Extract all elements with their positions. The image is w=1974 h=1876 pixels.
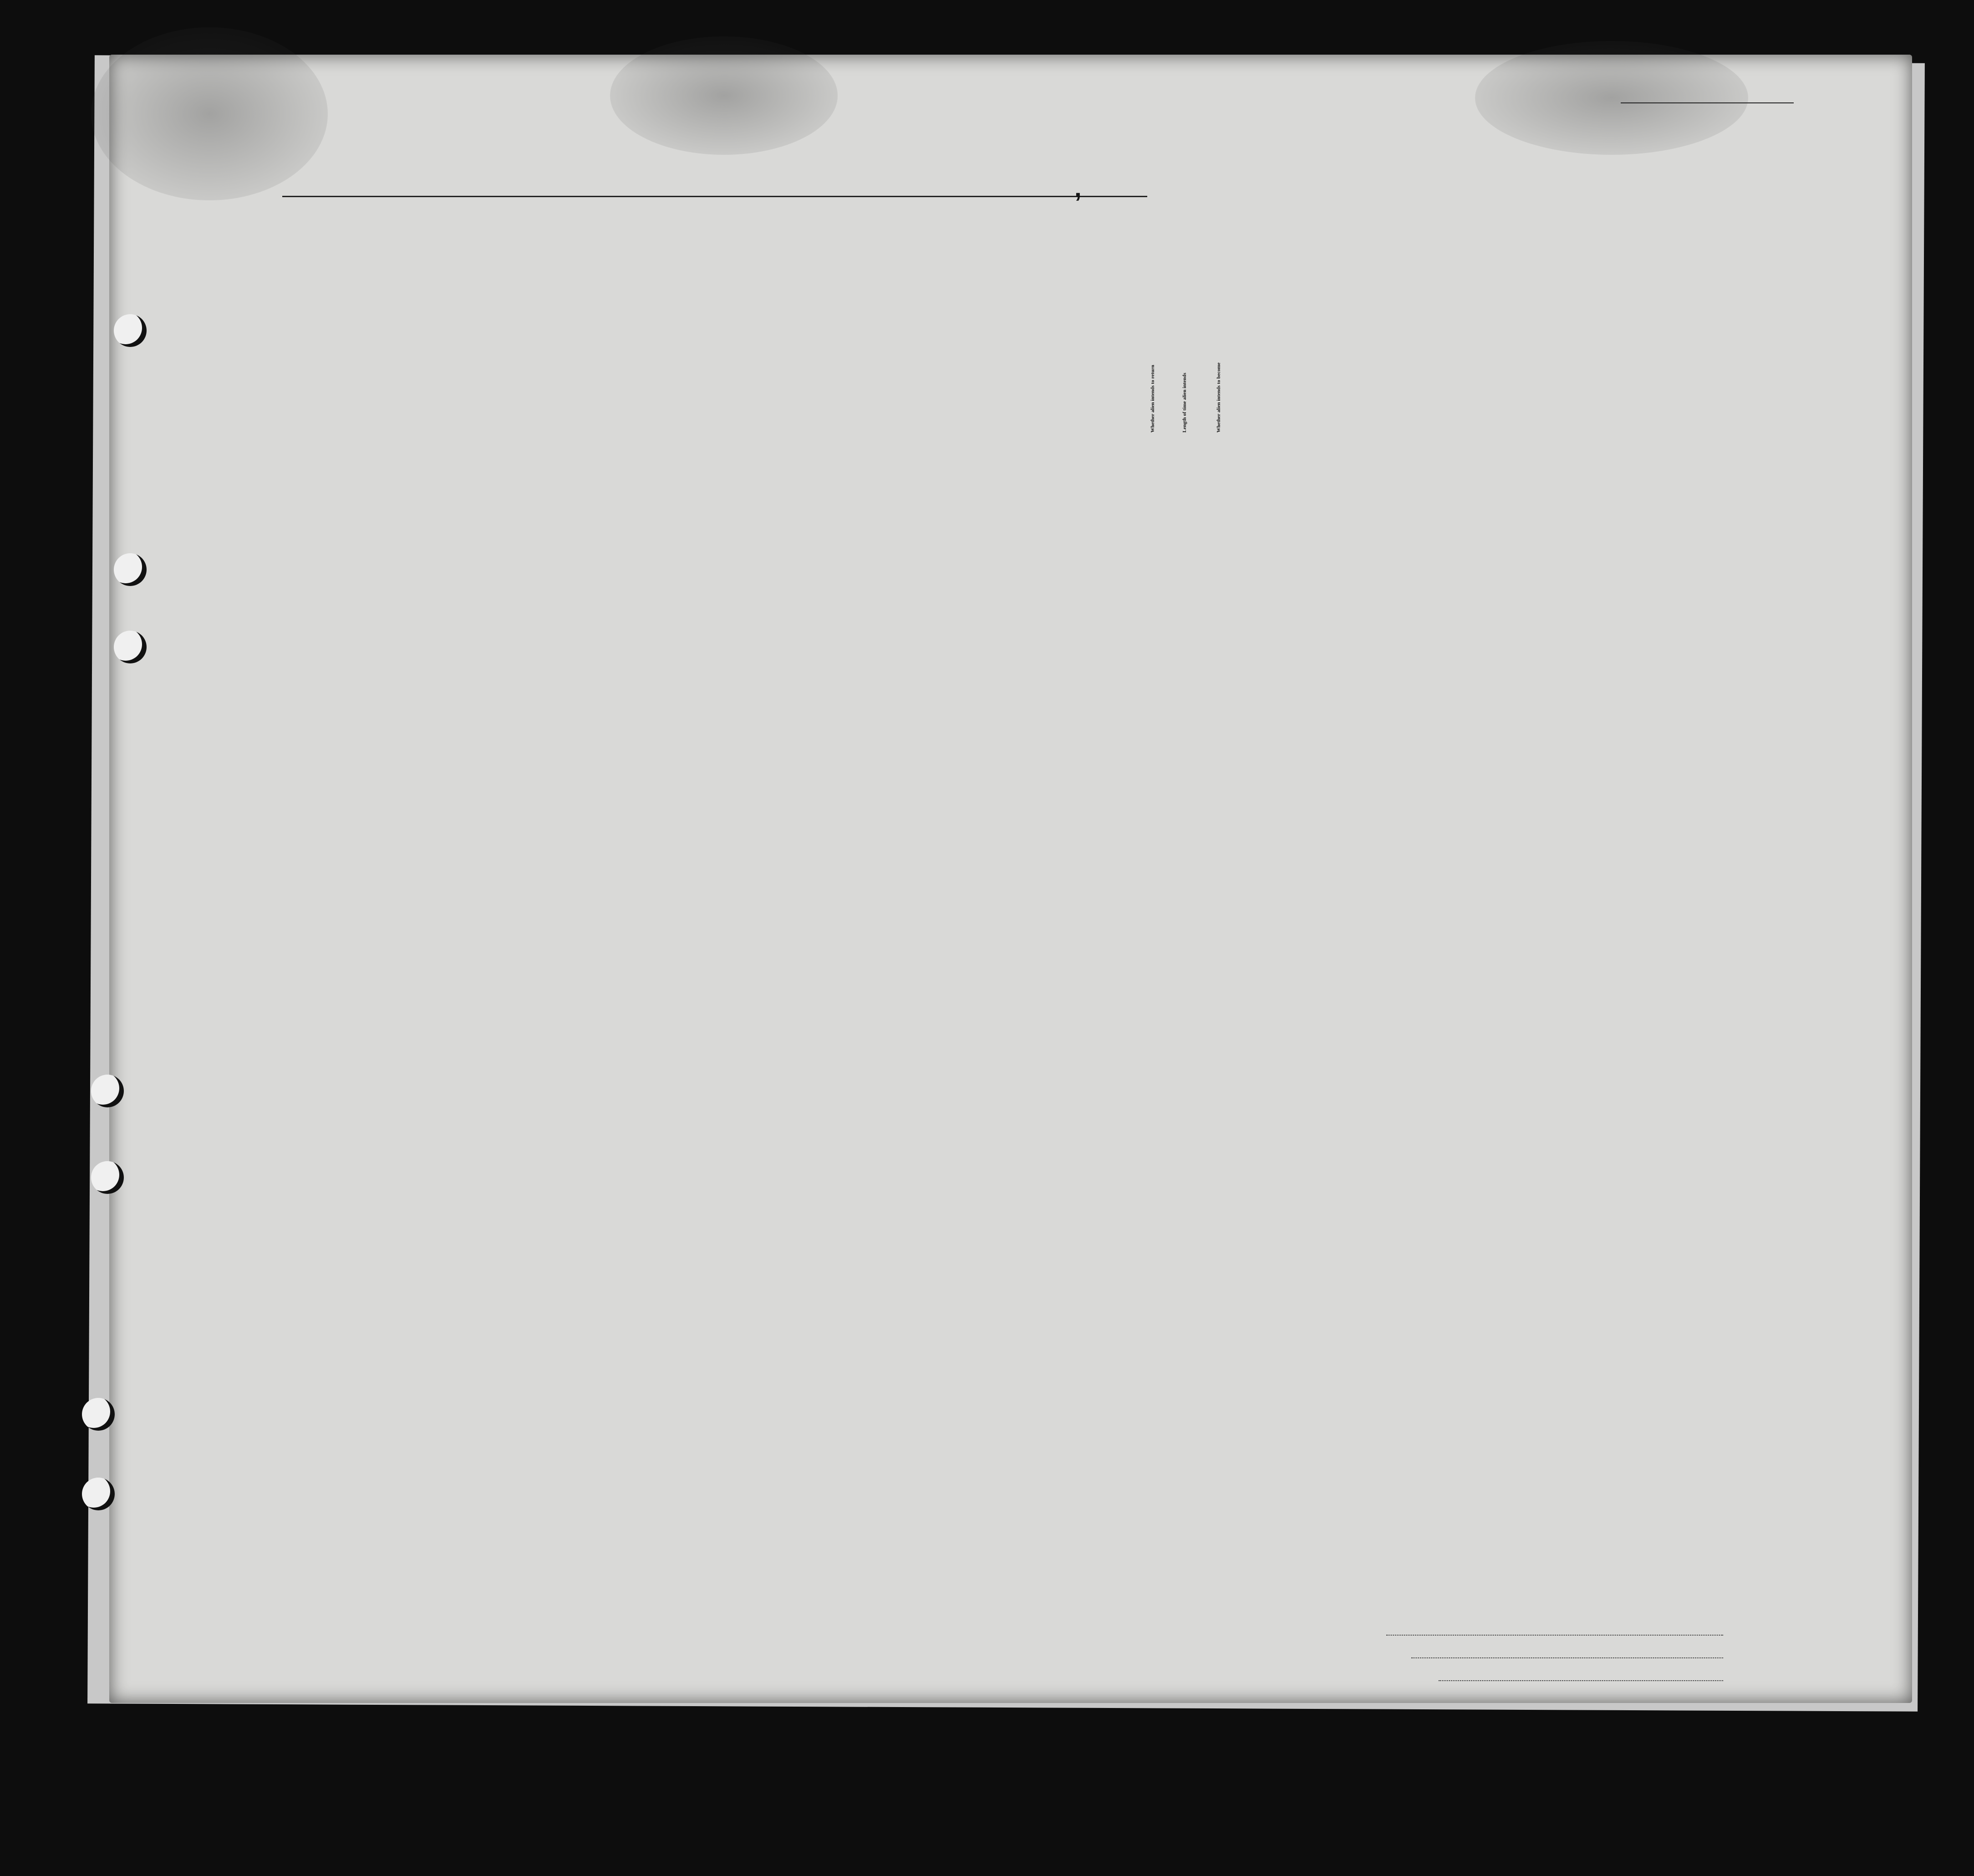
header-cell — [876, 378, 911, 423]
header-cell — [1730, 385, 1848, 403]
punch-hole — [91, 1161, 124, 1194]
punch-hole — [82, 1478, 115, 1510]
punch-hole — [114, 631, 147, 663]
header-cell — [499, 342, 605, 369]
punch-hole — [114, 553, 147, 586]
header-cell — [747, 369, 769, 405]
header-cell — [773, 378, 814, 423]
header-cell — [221, 323, 439, 414]
header-cell — [744, 303, 913, 344]
header-cell — [1459, 348, 1518, 421]
rotated-headers — [1150, 362, 1221, 433]
line-blank — [1386, 1635, 1723, 1636]
header-cell — [631, 328, 712, 428]
header-cell — [924, 342, 1134, 410]
col24b-label: Length of time alien intends — [1182, 372, 1187, 433]
header-cell — [1145, 314, 1241, 342]
header-cell — [1618, 371, 1657, 403]
col24a-label: Whether alien intends to return — [1150, 365, 1155, 433]
agents-blank — [1439, 1680, 1723, 1681]
column-headers — [173, 303, 1848, 430]
punch-hole — [91, 1075, 124, 1107]
col24c-label: Whether alien intends to become — [1216, 362, 1221, 433]
header-cell — [451, 303, 605, 330]
header-cell — [173, 319, 209, 373]
punch-hole — [82, 1398, 115, 1431]
punch-hole — [114, 314, 147, 347]
comma: , — [1074, 173, 1082, 202]
owners-blank — [1411, 1657, 1723, 1658]
header-cell — [1518, 348, 1580, 430]
header-cell — [451, 351, 496, 423]
